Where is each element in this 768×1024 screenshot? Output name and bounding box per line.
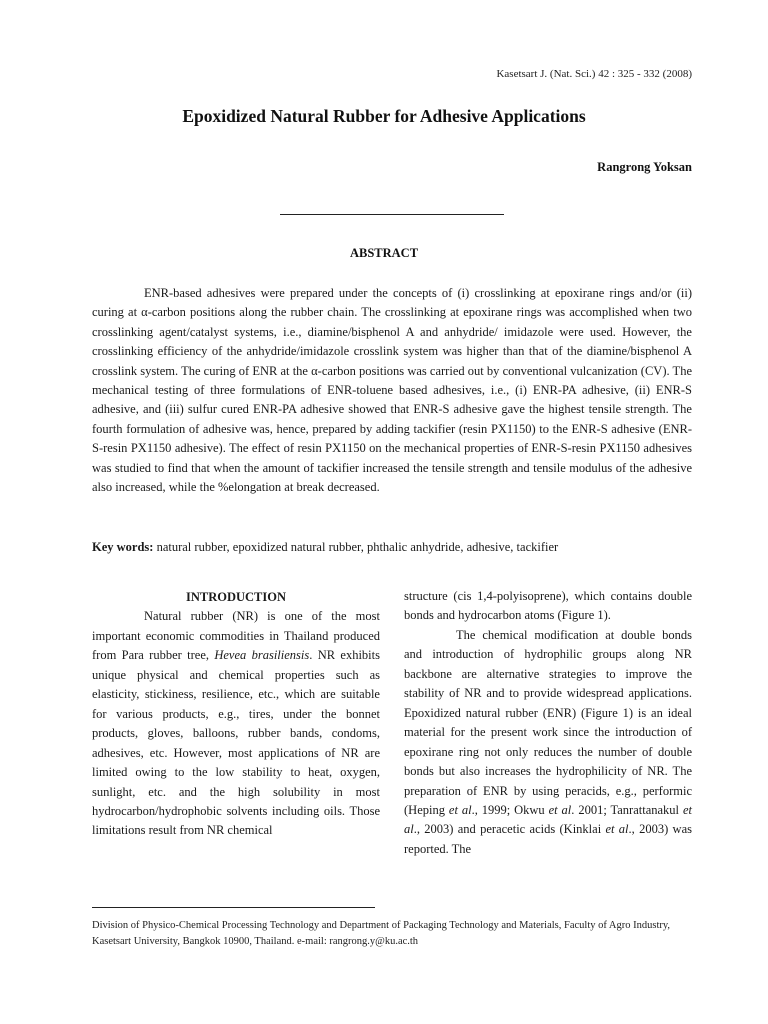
title-divider bbox=[280, 214, 504, 215]
keywords bbox=[92, 538, 692, 557]
journal-reference: Kasetsart J. (Nat. Sci.) 42 : 325 - 332 (2008) bbox=[496, 68, 692, 80]
intro-p2-text-c: . 2001; Tanrattanakul bbox=[571, 802, 683, 817]
intro-p2-text-d: ., 2003) and peracetic acids (Kinklai bbox=[413, 822, 606, 837]
keywords-list: natural rubber, epoxidized natural rubber, phthalic anhydride, adhesive, tackifier bbox=[156, 540, 559, 554]
introduction-heading: INTRODUCTION bbox=[185, 590, 286, 604]
intro-p2-text-b: ., 1999; Okwu bbox=[471, 802, 549, 817]
keywords-label: Key words: bbox=[92, 540, 154, 554]
abstract-body: ENR-based adhesives were prepared under the concepts of (i) crosslinking at epoxirane rings and/or (ii) curing at α-carbon positions along the rubber chain. The crosslinking at epoxirane rings was accomplished when two crosslinking agent/catalyst systems, i.e., diamine/bisphenol A and anhydride/ imidazole were used. However, the crosslinking efficiency of the anhydride/imidazole crosslink system was higher than that of the diamine/bisphenol A crosslink system. The curing of ENR at the α-carbon positions was carried out by conventional vulcanization (CV). The mechanical testing of three formulations of ENR-toluene based adhesives, i.e., (i) ENR-PA adhesive, (ii) ENR-S adhesive, and (iii) sulfur cured ENR-PA adhesive showed that ENR-S adhesive gave the highest tensile strength. The fourth formulation of adhesive was, hence, prepared by adding tackifier (resin PX1150) to the ENR-S adhesive (ENR-S-resin PX1150 adhesive). The effect of resin PX1150 on the mechanical properties of ENR-S-resin PX1150 adhesives was studied to find that when the amount of tackifier increased the tensile strength and tensile modulus of the adhesive also increased, while the %elongation at break decreased. bbox=[92, 286, 692, 495]
intro-p2-text-a: The chemical modification at double bonds and introduction of hydrophilic groups along NR backbone are alternative strategies to improve the stability of NR and to provide widespread applications. Epoxidized natural rubber (ENR) (Figure 1) is an ideal material for the present work since the introduction of epoxirane ring not only reduces the number of double bonds but also increases the hydrophilicity of NR. The preparation of ENR by using peracids, e.g., performic (Heping bbox=[404, 627, 692, 817]
intro-p2-text-e: ., 2003) was reported. The bbox=[404, 822, 692, 856]
citation-et-al: et al bbox=[448, 802, 472, 817]
intro-paragraph-1 bbox=[92, 607, 380, 840]
footnote-divider bbox=[92, 907, 375, 908]
author-name: Rangrong Yoksan bbox=[597, 160, 692, 174]
paper-title: Epoxidized Natural Rubber for Adhesive Applications bbox=[182, 106, 586, 126]
abstract-heading: ABSTRACT bbox=[349, 246, 419, 260]
affiliation-footnote: Division of Physico-Chemical Processing Technology and Department of Packaging Technology and Materials, Faculty of Agro Industry, Kasetsart University, Bangkok 10900, Thailand. e-mail: rangrong.y@ku.ac.th bbox=[92, 920, 671, 947]
intro-p1-species: Hevea brasiliensis bbox=[214, 648, 310, 663]
right-column bbox=[404, 587, 692, 859]
citation-et-al: et al bbox=[404, 802, 692, 837]
intro-p1-text-a: Natural rubber (NR) is one of the most important economic commodities in Thailand produced from Para rubber tree, bbox=[92, 609, 380, 663]
intro-p1-text-b: . NR exhibits unique physical and chemical properties such as elasticity, stickiness, resilience, etc., which are suitable for various products, e.g., tires, under the bonnet products, gloves, balloons, rubber bands, condoms, adhesives, etc. However, most applications of NR are limited owing to the low stability to heat, oxygen, sunlight, etc. and the high solubility in most hydrocarbon/hydrophobic solvents including oils. Those limitations result from NR chemical bbox=[92, 648, 380, 838]
intro-paragraph-1-continued: structure (cis 1,4-polyisoprene), which contains double bonds and hydrocarbon atoms (Figure 1). bbox=[404, 589, 692, 623]
left-column bbox=[92, 588, 380, 841]
citation-et-al: et al bbox=[605, 822, 629, 837]
citation-et-al: et al bbox=[548, 802, 572, 817]
intro-paragraph-2 bbox=[404, 626, 692, 859]
